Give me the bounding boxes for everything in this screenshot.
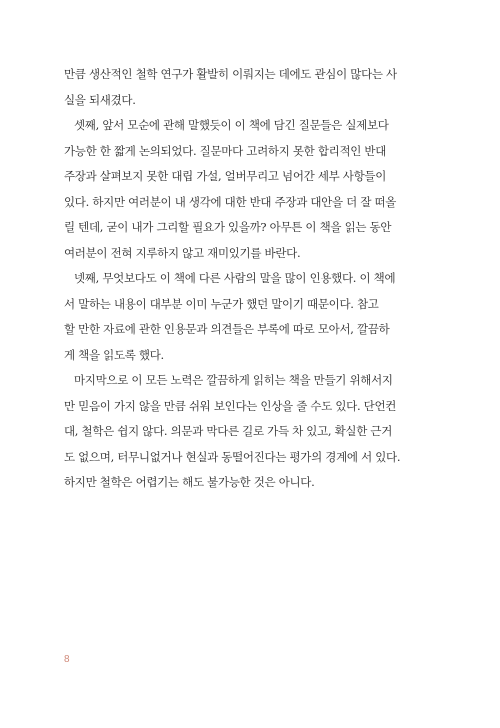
text-line: 마지막으로 이 모든 노력은 깔끔하게 읽히는 책을 만들기 위해서지 xyxy=(74,373,393,387)
text-line: 할 만한 자료에 관한 인용문과 의견들은 부록에 따로 모아서, 깔끔하 xyxy=(64,322,390,336)
text-line: 가능한 한 짧게 논의되었다. 질문마다 고려하지 못한 합리적인 반대 xyxy=(64,143,387,158)
text-line: 하지만 철학은 어렵기는 해도 불가능한 것은 아니다. xyxy=(64,475,315,489)
text-line: 릴 텐데, 굳이 내가 그리할 필요가 있을까? 아무튼 이 책을 읽는 동안 xyxy=(64,220,392,234)
paragraph-3 xyxy=(64,266,436,368)
text-line: 게 책을 읽도록 했다. xyxy=(64,347,164,362)
text-line: 넷째, 무엇보다도 이 책에 다른 사람의 말을 많이 인용했다. 이 책에 xyxy=(74,271,396,285)
text-line: 만큼 생산적인 철학 연구가 활발히 이뤄지는 데에도 관심이 많다는 사 xyxy=(64,67,397,81)
text-line: 실을 되새겼다. xyxy=(64,92,136,107)
text-line: 만 믿음이 가지 않을 만큼 쉬워 보인다는 인상을 줄 수도 있다. 단언컨 xyxy=(64,398,397,413)
page-number: 8 xyxy=(64,654,70,665)
paragraph-2 xyxy=(64,113,436,266)
text-line: 주장과 살펴보지 못한 대립 가설, 얼버무리고 넘어간 세부 사항들이 xyxy=(64,169,387,183)
body-text xyxy=(64,62,436,496)
text-line: 도 없으며, 터무니없거나 현실과 동떨어진다는 평가의 경계에 서 있다. xyxy=(64,449,401,464)
text-line: 여러분이 전혀 지루하지 않고 재미있기를 바란다. xyxy=(64,245,301,260)
text-line: 셋째, 앞서 모순에 관해 말했듯이 이 책에 담긴 질문들은 실제보다 xyxy=(74,118,389,132)
text-line: 대, 철학은 쉽지 않다. 의문과 막다른 길로 가득 차 있고, 확실한 근거 xyxy=(64,424,393,438)
text-line: 있다. 하지만 여러분이 내 생각에 대한 반대 주장과 대안을 더 잘 떠올 xyxy=(64,194,397,209)
paragraph-1 xyxy=(64,62,436,113)
paragraph-4 xyxy=(64,368,436,496)
text-line: 서 말하는 내용이 대부분 이미 누군가 했던 말이기 때문이다. 참고 xyxy=(64,296,379,311)
